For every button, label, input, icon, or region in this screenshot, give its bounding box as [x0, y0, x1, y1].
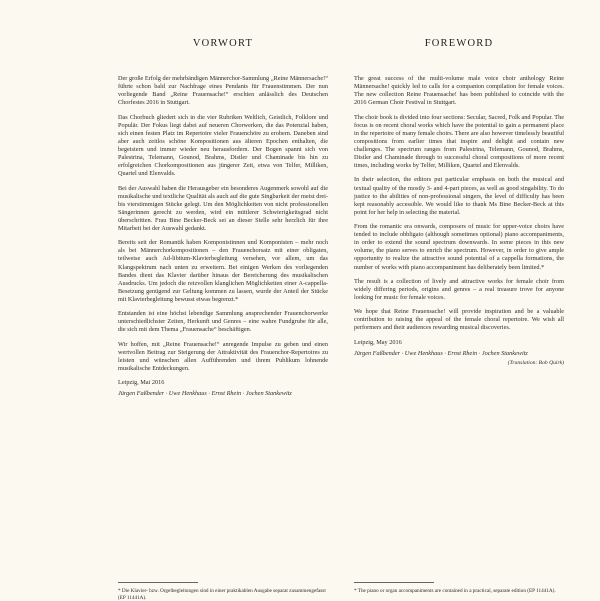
- foreword-heading: FOREWORD: [424, 38, 494, 49]
- german-signature: Jürgen Faßbender · Uwe Henkhaus · Ernst Rhein · Jochen Stankewitz: [118, 390, 292, 398]
- german-paragraph-4: Bereits seit der Romantik haben Komponistinnen und Komponisten – mehr noch als bei Männerchorkompositionen – den Frauenchorsatz mit einer obligaten, teilweise auch Ad-libitum-Klavierbegleitung versehen, vor allem, um das Klangspektrum nach unten zu erweitern. Bei einigen Werken des vorliegenden Bandes dient das Klavier darüber hinaus der Bereicherung des musikalischen Ausdrucks. Um jedoch die reizvollen klanglichen Möglichkeiten einer A-cappella-Besetzung genügend zur Geltung kommen zu lassen, wurde der Anteil der Stücke mit Klavierbegleitung bewusst etwas begrenzt.*: [118, 239, 328, 303]
- german-footnote: * Die Klavier- bzw. Orgelbegleitungen sind in einer praktikablen Ausgabe separat zusammengefasst (EP 11441A).: [118, 588, 326, 601]
- footnote-rule: [354, 582, 434, 583]
- english-paragraph-2: The choir book is divided into four sections: Secular, Sacred, Folk and Popular. The focus is on recent choral works which have the potential to gain a permanent place in the repertoire of many female choirs. There are also however timelessly beautiful compositions from earlier times that inspire and delight and contain new challenges. The spectrum ranges from Palestrina, Telemann, Gounod, Brahms, Distler and Chaminade through to successful choral compositions of more recent times, including works by Telfer, Milliken, Quartel and Elenvalds.: [354, 113, 564, 170]
- english-paragraph-3: In their selection, the editors put particular emphasis on both the musical and textual quality of the mostly 3- and 4-part pieces, as well as good singability. To do justice to the abilities of non-professional singers, the level of difficulty has been kept reasonably accessible. We would like to thank Ms Bine Becker-Beck at this point for her help in selecting the material.: [354, 176, 564, 216]
- german-footnote-block: [118, 582, 328, 601]
- english-footnote-block: [354, 582, 564, 595]
- english-paragraph-4: From the romantic era onwards, composers of music for upper-voice choirs have tended to include obbligato (although sometimes optional) piano accompaniments, in order to extend the sound spectrum downwards. In some pieces in this new volume, the piano serves to enrich the spectrum. However, in order to give ample opportunity to realize the attractive sound potential of a cappella formations, the number of works with piano accompaniment has deliberately been limited.*: [354, 223, 564, 271]
- german-paragraph-3: Bei der Auswahl haben die Herausgeber ein besonderes Augenmerk sowohl auf die musikalische und textliche Qualität als auch auf die gute Singbarkeit der meist drei- bis vierstimmigen Stücke gelegt. Um den Möglichkeiten von nicht professionellen Sängerinnen gerecht zu werden, wird ein mittlerer Schwierigkeitsgrad nicht überschritten. Frau Bine Becker-Beck sei an dieser Stelle sehr herzlich für ihre Mitarbeit bei der Auswahl gedankt.: [118, 184, 328, 232]
- german-place-date: Leipzig, Mai 2016: [118, 379, 165, 387]
- translation-credit: (Translation: Bob Quirk): [507, 359, 564, 366]
- english-paragraph-6: We hope that Reine Frauensache! will provide inspiration and be a valuable contribution to raising the appeal of the female choral repertoire. We wish all performers and their audiences rewarding musical discoveries.: [354, 308, 564, 332]
- german-column: [118, 38, 328, 600]
- english-paragraph-1: The great success of the multi-volume male voice choir anthology Reine Männersache! quickly led to calls for a companion compilation for female voices. The new collection Reine Frauensache! has been published to coincide with the 2016 German Choir Festival in Stuttgart.: [354, 75, 564, 107]
- english-signature: Jürgen Faßbender · Uwe Henkhaus · Ernst Rhein · Jochen Stankewitz: [354, 349, 528, 357]
- german-paragraph-2: Das Chorbuch gliedert sich in die vier Rubriken Weltlich, Geistlich, Folklore und Populär. Der Fokus liegt dabei auf neueren Chorwerken, die das Potenzial haben, sich einen festen Platz im Repertoire vieler Frauenchöre zu erobern. Daneben sind aber auch zeitlos schöne Kompositionen aus älteren Epochen enthalten, die begeistern und immer wieder neu herausfordern. Der Bogen spannt sich von Palestrina, Telemann, Gounod, Brahms, Distler und Chaminade bis hin zu erfolgreichen Chorkompositionen aus jüngerer Zeit, etwa von Telfer, Milliken, Quartel und Elenvalds.: [118, 113, 328, 178]
- german-paragraph-6: Wir hoffen, mit „Reine Frauensache!“ anregende Impulse zu geben und einen wertvollen Beitrag zur Steigerung der Attraktivität des Frauenchor-Repertoires zu leisten und wünschen allen Aufführenden und ihrem Publikum lohnende musikalische Entdeckungen.: [118, 340, 328, 372]
- english-paragraph-5: The result is a collection of lively and attractive works for female choir from widely differing periods, origins and genres – a real treasure trove for anyone looking for music for female voices.: [354, 277, 564, 301]
- footnote-rule: [118, 582, 198, 583]
- german-paragraph-5: Entstanden ist eine höchst lebendige Sammlung ansprechender Frauenchorwerke unterschiedlichster Zeiten, Herkunft und Genres – eine wahre Fundgrube für alle, die sich mit dem Thema „Frauensache“ beschäftigen.: [118, 310, 328, 334]
- vorwort-heading: VORWORT: [192, 38, 254, 49]
- english-column: [354, 38, 564, 600]
- english-footnote: * The piano or organ accompaniments are contained in a practical, separate edition (EP 11441A).: [354, 588, 556, 594]
- german-paragraph-1: Der große Erfolg der mehrbändigen Männerchor-Sammlung „Reine Männersache!“ führte schon bald zur Nachfrage eines Pendants für Frauenstimmen. Der nun vorliegende Band „Reine Frauensache!“ erschien anlässlich des Deutschen Chorfestes 2016 in Stuttgart.: [118, 75, 328, 107]
- english-place-date: Leipzig, May 2016: [354, 338, 402, 346]
